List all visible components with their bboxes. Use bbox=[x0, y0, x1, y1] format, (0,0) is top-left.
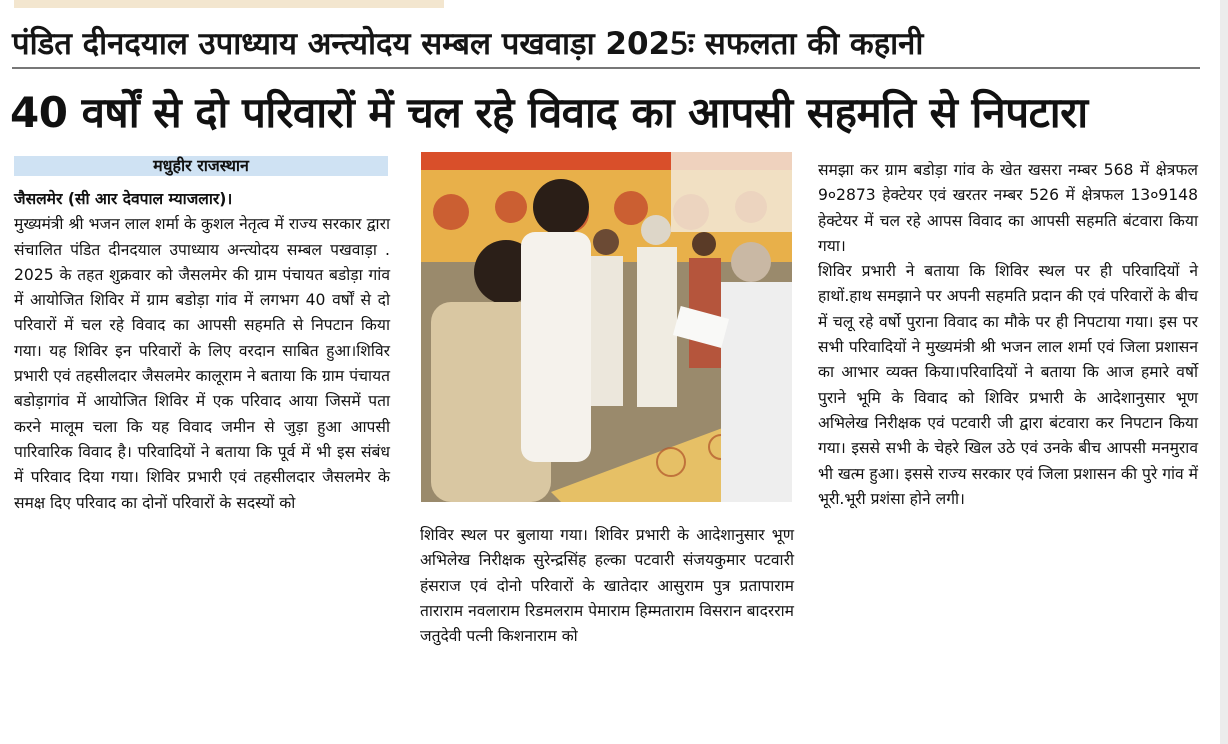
article-column-3 bbox=[818, 158, 1198, 512]
top-clipping-strip bbox=[14, 0, 444, 8]
page-edge bbox=[1220, 0, 1228, 744]
article-column-1 bbox=[14, 187, 390, 516]
byline: मधुहीर राजस्थान bbox=[153, 156, 249, 175]
column-1-body: मुख्यमंत्री श्री भजन लाल शर्मा के कुशल नेतृत्व में राज्य सरकार द्वारा संचालित पंडित दीनदयाल उपाध्याय अन्त्योदय सम्बल पखवाड़ा . 2025 के तहत शुक्रवार को जैसलमेर की ग्राम पंचायत बडोड़ा गांव में आयोजित शिविर में ग्राम बडोड़ा गांव में लगभग 40 वर्षों से दो परिवारों में चल रहे विवाद का आपसी सहमति से निपटान किया गया। यह शिविर इन परिवारों के लिए वरदान साबित हुआ।शिविर प्रभारी एवं तहसीलदार जैसलमेर कालूराम ने बताया कि ग्राम पंचायत बडोड़ागांव में आयोजित शिविर में एक परिवाद आया जिसमें पता करने मालूम चला कि यह विवाद जमीन से जुड़ा हुआ आपसी पारिवारिक विवाद है। परिवादियों ने बताया कि पूर्व में भी इस संबंध में परिवाद दिया गया। शिविर प्रभारी एवं तहसीलदार जैसलमेर के समक्ष दिए परिवाद का दोनों परिवारों के सदस्यों को bbox=[14, 215, 390, 512]
article-column-2: शिविर स्थल पर बुलाया गया। शिविर प्रभारी के आदेशानुसार भूण अभिलेख निरीक्षक सुरेन्द्रसिंह हल्का पटवारी संजयकुमार पटवारी हंसराज एवं दोनो परिवारों के खातेदार आसुराम पुत्र प्रतापाराम ताराराम नवलाराम रिडमलराम पेमाराम हिम्मताराम विसरान बादरराम जतुदेवी पत्नी किशनाराम को bbox=[420, 526, 794, 646]
header-rule bbox=[12, 67, 1200, 69]
headline: 40 वर्षों से दो परिवारों में चल रहे विवाद का आपसी सहमति से निपटारा bbox=[10, 88, 1088, 137]
series-kicker: पंडित दीनदयाल उपाध्याय अन्त्योदय सम्बल पखवाड़ा 2025ः सफलता की कहानी bbox=[12, 26, 924, 62]
column-3-paragraph-2: शिविर प्रभारी ने बताया कि शिविर स्थल पर ही परिवादियों ने हाथों.हाथ समझाने पर अपनी सहमति प्रदान की एवं परिवारों के बीच में चलू रहे वर्षो पुराना विवाद का मौके पर ही निपटाया गया। इस पर सभी परिवादियों ने मुख्यमंत्री श्री भजन लाल शर्मा एवं जिला प्रशासन का आभार व्यक्त किया।परिवादियों ने बताया कि आज हमारे वर्षो पुराने भूमि के विवाद को शिविर प्रभारी के आदेशानुसार भूण अभिलेख निरीक्षक एवं पटवारी जी द्वारा बंटवारा कर निपटान किया गया। इससे सभी के चेहरे खिल उठे एवं उनके बीच आपसी मनमुराव भी खत्म हुआ। इससे राज्य सरकार एवं जिला प्रशासन की पुरे गांव में भूरी.भूरी प्रशंसा होने लगी। bbox=[818, 262, 1198, 508]
bright-sky bbox=[671, 152, 792, 232]
column-3-paragraph-1: समझा कर ग्राम बडोड़ा गांव के खेत खसरा नम्बर 568 में क्षेत्रफल 9०2873 हेक्टेयर एवं खरतर नम्बर 526 में क्षेत्रफल 13०9148 हेक्टेयर में चल रहे आपस विवाद का आपसी सहमति बंटवारा किया गया। bbox=[818, 161, 1198, 255]
news-photo bbox=[421, 152, 792, 502]
dateline: जैसलमेर (सी आर देवपाल म्याजलार)। bbox=[14, 190, 233, 208]
photo-illustration bbox=[421, 152, 792, 502]
